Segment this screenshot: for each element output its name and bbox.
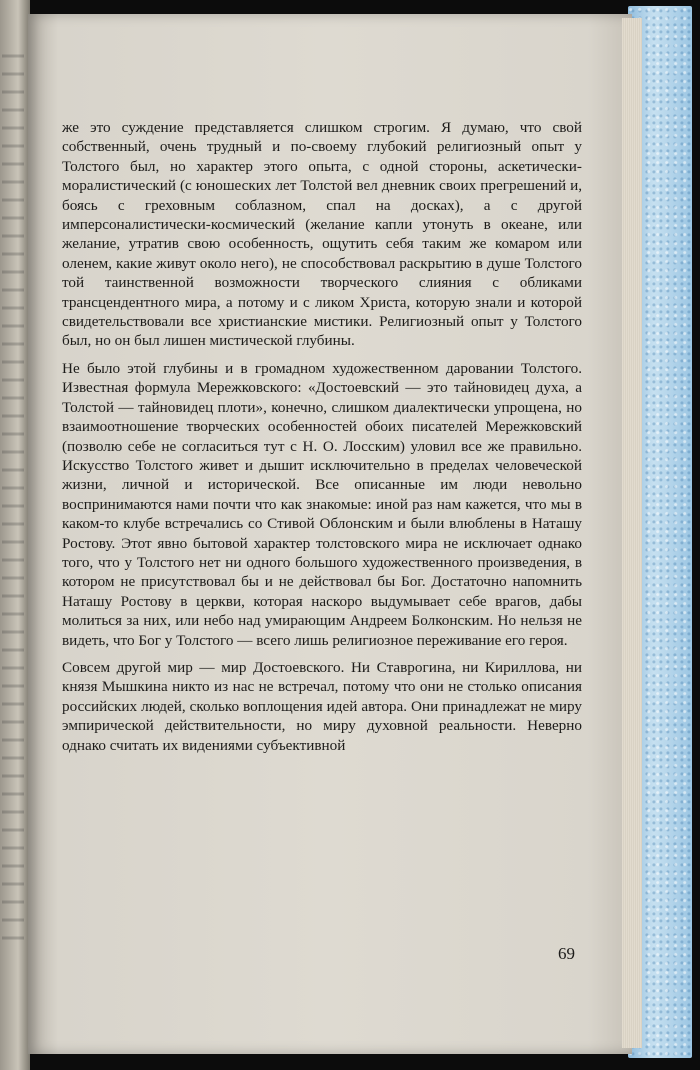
left-page-text-fragment: [2, 40, 24, 940]
page-number: 69: [558, 944, 575, 963]
page-stack-edge: [622, 18, 642, 1048]
page-text: [62, 118, 582, 755]
left-page-edge: [0, 0, 30, 1070]
paragraph-2: Не было этой глубины и в громадном художественном даровании Толстого. Известная формула Мережковского: «Достоевский — это тайновидец духа, а Толстой — тайновидец плоти», конечно, слишком диалектически упрощена, но взаимоотношение творческих особенностей обоих писателей Мережковский (позволю себе не согласиться тут с Н. О. Лосским) уловил все же правильно. Искусство Толстого живет и дышит исключительно в пределах человеческой жизни, личной и исторической. Все описанные им люди невольно воспринимаются нами почти что как знакомые: иной раз нам кажется, что мы в каком-то клубе встречались со Стивой Облонским и были влюблены в Наташу Ростову. Этот явно бытовой характер толстовского мира не исключает однако того, что у Толстого нет ни одного большого художественного произведения, в котором не присутствовал бы и не действовал бы Бог. Достаточно напомнить Наташу Ростову в церкви, которая наскоро выдумывает себе врагов, дабы молиться за них, или небо над умирающим Андреем Болконским. Но нельзя не видеть, что Бог у Толстого — всего лишь религиозное переживание его героя.: [62, 359, 582, 649]
book-page: [28, 14, 632, 1054]
paragraph-1: же это суждение представляется слишком строгим. Я думаю, что свой собственный, очень трудный и по-своему глубокий религиозный опыт у Толстого был, но характер этого опыта, с одной стороны, аскетически-моралистический (с юношеских лет Толстой вел дневник своих прегрешений и, боясь с греховным соблазном, спал на досках), а с другой имперсоналистически-космический (желание капли утонуть в океане, или желание, утратив свою особенность, ощутить себя таким же комаром или оленем, какие живут около него), не способствовал раскрытию в душе Толстого той таинственной возможности творческого слияния с обликами трансцендентного мира, а потому и с ликом Христа, которую знали и которой свидетельствовали все христианские мистики. Религиозный опыт у Толстого был, но он был лишен мистической глубины.: [62, 119, 582, 350]
paragraph-3: Совсем другой мир — мир Достоевского. Ни Ставрогина, ни Кириллова, ни князя Мышкина никто из нас не встречал, потому что они не столько описания российских людей, сколько воплощения идей автора. Они принадлежат не миру эмпирической действительности, но миру духовной реальности. Неверно однако считать их видениями субъективной: [62, 658, 582, 754]
